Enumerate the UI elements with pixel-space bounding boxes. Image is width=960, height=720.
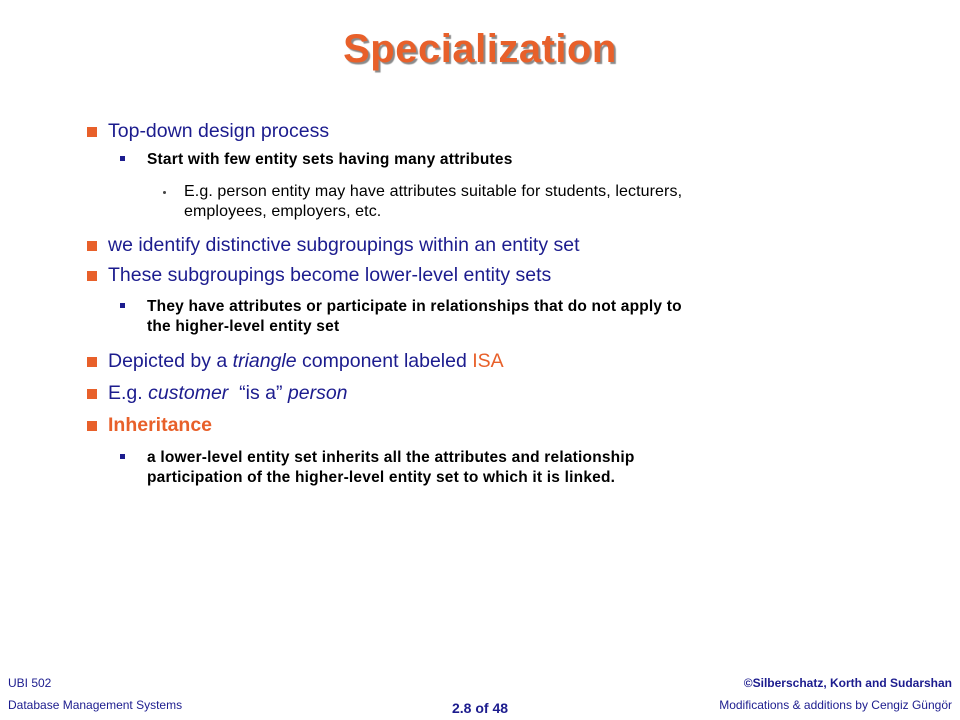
sub-bullet-inherits-line2: participation of the higher-level entity set to which it is linked. [147,469,616,486]
text-depicted: Depicted by a [108,350,233,372]
text-is-a: “is a” [228,382,288,404]
text-customer: customer [148,382,229,404]
bullet-square-icon [87,241,97,251]
sub-bullet-attributes-line1: They have attributes or participate in relationships that do not apply to [147,298,682,315]
text-eg: E.g. [108,382,149,404]
footer-copyright: ©Silberschatz, Korth and Sudarshan [743,676,952,690]
text-triangle: triangle [232,350,297,372]
text-component: component labeled [296,350,473,372]
slide-title: Specialization [343,27,617,71]
bullet-square-icon [87,271,97,281]
bullet-square-icon [87,127,97,137]
bullet-top-down: Top-down design process [108,120,330,142]
footer-course-code: UBI 502 [8,676,52,690]
dot-bullet-icon [163,191,166,194]
bullet-inheritance: Inheritance [108,414,213,436]
footer-modifications: Modifications & additions by Cengiz Güngör [719,698,952,712]
sub-bullet-attributes-line2: the higher-level entity set [147,318,340,335]
bullet-square-icon [87,389,97,399]
footer-page-indicator: 2.8 of 48 [451,700,509,716]
sub-bullet-inherits-line1: a lower-level entity set inherits all the attributes and relationship [147,449,635,466]
bullet-triangle [108,350,504,373]
footer-course-name: Database Management Systems [8,698,183,712]
text-isa: ISA [472,350,504,372]
sub-bullet-square-icon [120,156,125,161]
bullet-square-icon [87,357,97,367]
bullet-lower-level: These subgroupings become lower-level entity sets [108,264,552,286]
sub-bullet-square-icon [120,303,125,308]
sub-bullet-start-few: Start with few entity sets having many attributes [147,151,513,168]
bullet-subgroupings: we identify distinctive subgroupings within an entity set [108,234,580,256]
detail-person-line1: E.g. person entity may have attributes suitable for students, lecturers, [184,183,683,200]
text-person: person [287,382,348,404]
sub-bullet-square-icon [120,454,125,459]
bullet-square-icon [87,421,97,431]
bullet-customer-person [108,382,348,405]
detail-person-line2: employees, employers, etc. [184,203,382,220]
